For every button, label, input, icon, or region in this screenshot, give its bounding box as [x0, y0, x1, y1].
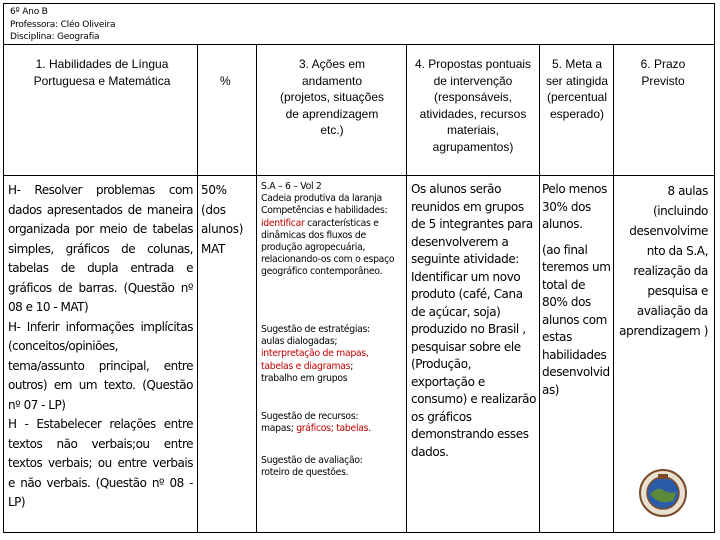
- sa-block: [261, 181, 403, 279]
- estrategias-item: trabalho em grupos: [261, 372, 348, 384]
- prazo-text: 8 aulas (incluindo desenvolvime nto da S.A, realização da pesquisa e avaliação da aprendizagem ): [619, 184, 708, 338]
- subject-label: Disciplina: Geografia: [10, 32, 100, 42]
- propostas-cell: [411, 181, 537, 461]
- recursos-highlight: gráficos; tabelas: [296, 423, 369, 435]
- meta-text-1: Pelo menos 30% dos alunos.: [542, 182, 607, 231]
- meta-text-2: (ao final teremos um total de 80% dos alunos com estas habilidades desenvolvid as): [542, 242, 611, 397]
- propostas-text: Os alunos serão reunidos em grupos de 5 integrantes para desenvolverem a seguinte atividade: Identificar um novo produto (café, Cana de açúcar, soja) produzido no Brasil , pesquisar sobre ele (Produção, exportação e consumo) e realizarão os gráficos demonstrando esses dados.: [411, 182, 537, 459]
- estrategias-block: [261, 324, 403, 385]
- prazo-cell: [616, 181, 708, 341]
- col-divider-2: [256, 44, 257, 533]
- habilidade-item: H - Estabelecer relações entre textos não verbais;ou entre textos verbais; ou entre verbais e não verbais. (Questão nº 08 - LP): [8, 417, 193, 509]
- percent-cell: [201, 181, 253, 259]
- estrategias-item: aulas dialogadas;: [261, 336, 338, 348]
- col-divider-3: [406, 44, 407, 533]
- sa-line: Cadeia produtiva da laranja: [261, 193, 382, 205]
- class-label: 6º Ano B: [10, 7, 48, 17]
- recursos-text: [261, 423, 403, 435]
- teacher-label: Professora: Cléo Oliveira: [10, 19, 116, 30]
- recursos-punct: .: [368, 423, 371, 435]
- col-divider-5: [613, 44, 614, 533]
- estrategias-label: Sugestão de estratégias:: [261, 324, 370, 335]
- competencias-text: [261, 205, 403, 278]
- school-logo-icon: [638, 468, 688, 518]
- estrategias-highlight: interpretação de mapas,: [261, 348, 369, 360]
- avaliacao-block: [261, 455, 403, 479]
- sa-title: S.A – 6 – Vol 2: [261, 181, 322, 192]
- competencias-label: Competências e habilidades:: [261, 205, 388, 217]
- competencias-highlight: identificar: [261, 217, 305, 229]
- estrategias-highlight: tabelas e diagramas: [261, 360, 351, 372]
- recursos-item: mapas;: [261, 423, 294, 435]
- estrategias-punct: ;: [350, 360, 354, 372]
- col-divider-1: [197, 44, 198, 533]
- avaliacao-item: roteiro de questões.: [261, 467, 349, 479]
- row-divider: [4, 175, 714, 176]
- column-header-acoes: 3. Ações em andamento (projetos, situações de aprendizagem etc.): [279, 57, 385, 137]
- estrategias-highlight-line: [261, 361, 403, 373]
- avaliacao-label: Sugestão de avaliação:: [261, 455, 363, 466]
- document-header: [10, 6, 115, 44]
- column-header-percent: %: [220, 74, 231, 88]
- recursos-label: Sugestão de recursos:: [261, 411, 359, 422]
- meta-cell: [542, 181, 612, 399]
- column-header-prazo: 6. Prazo Previsto: [640, 57, 686, 88]
- competencias-rest: características e dinâmicas dos fluxos de produção agropecuária, relacionando-os com o espaço geográfico contemporâneo.: [261, 217, 395, 278]
- habilidade-item: H- Inferir informações implícitas (conceitos/opiniões, tema/assunto principal, entre outros) em um texto. (Questão nº 07 - LP): [8, 319, 193, 412]
- recursos-block: [261, 411, 403, 435]
- column-header-propostas: 4. Propostas pontuais de intervenção (responsáveis, atividades, recursos materiais, agrupamentos): [414, 57, 532, 154]
- col-divider-4: [539, 44, 540, 533]
- column-header-habilidades: 1. Habilidades de Língua Portuguesa e Matemática: [33, 57, 171, 88]
- habilidades-cell: [8, 181, 193, 513]
- column-header-meta: 5. Meta a ser atingida (percentual esperado): [545, 57, 609, 121]
- percent-value: 50% (dos alunos) MAT: [201, 183, 244, 256]
- header-divider: [4, 44, 714, 45]
- habilidade-item: H- Resolver problemas com dados apresentados de maneira organizada por meio de tabelas simples, gráficos de colunas, tabelas de dupla entrada e gráficos de barras. (Questão nº 08 e 10 - MAT): [8, 183, 193, 314]
